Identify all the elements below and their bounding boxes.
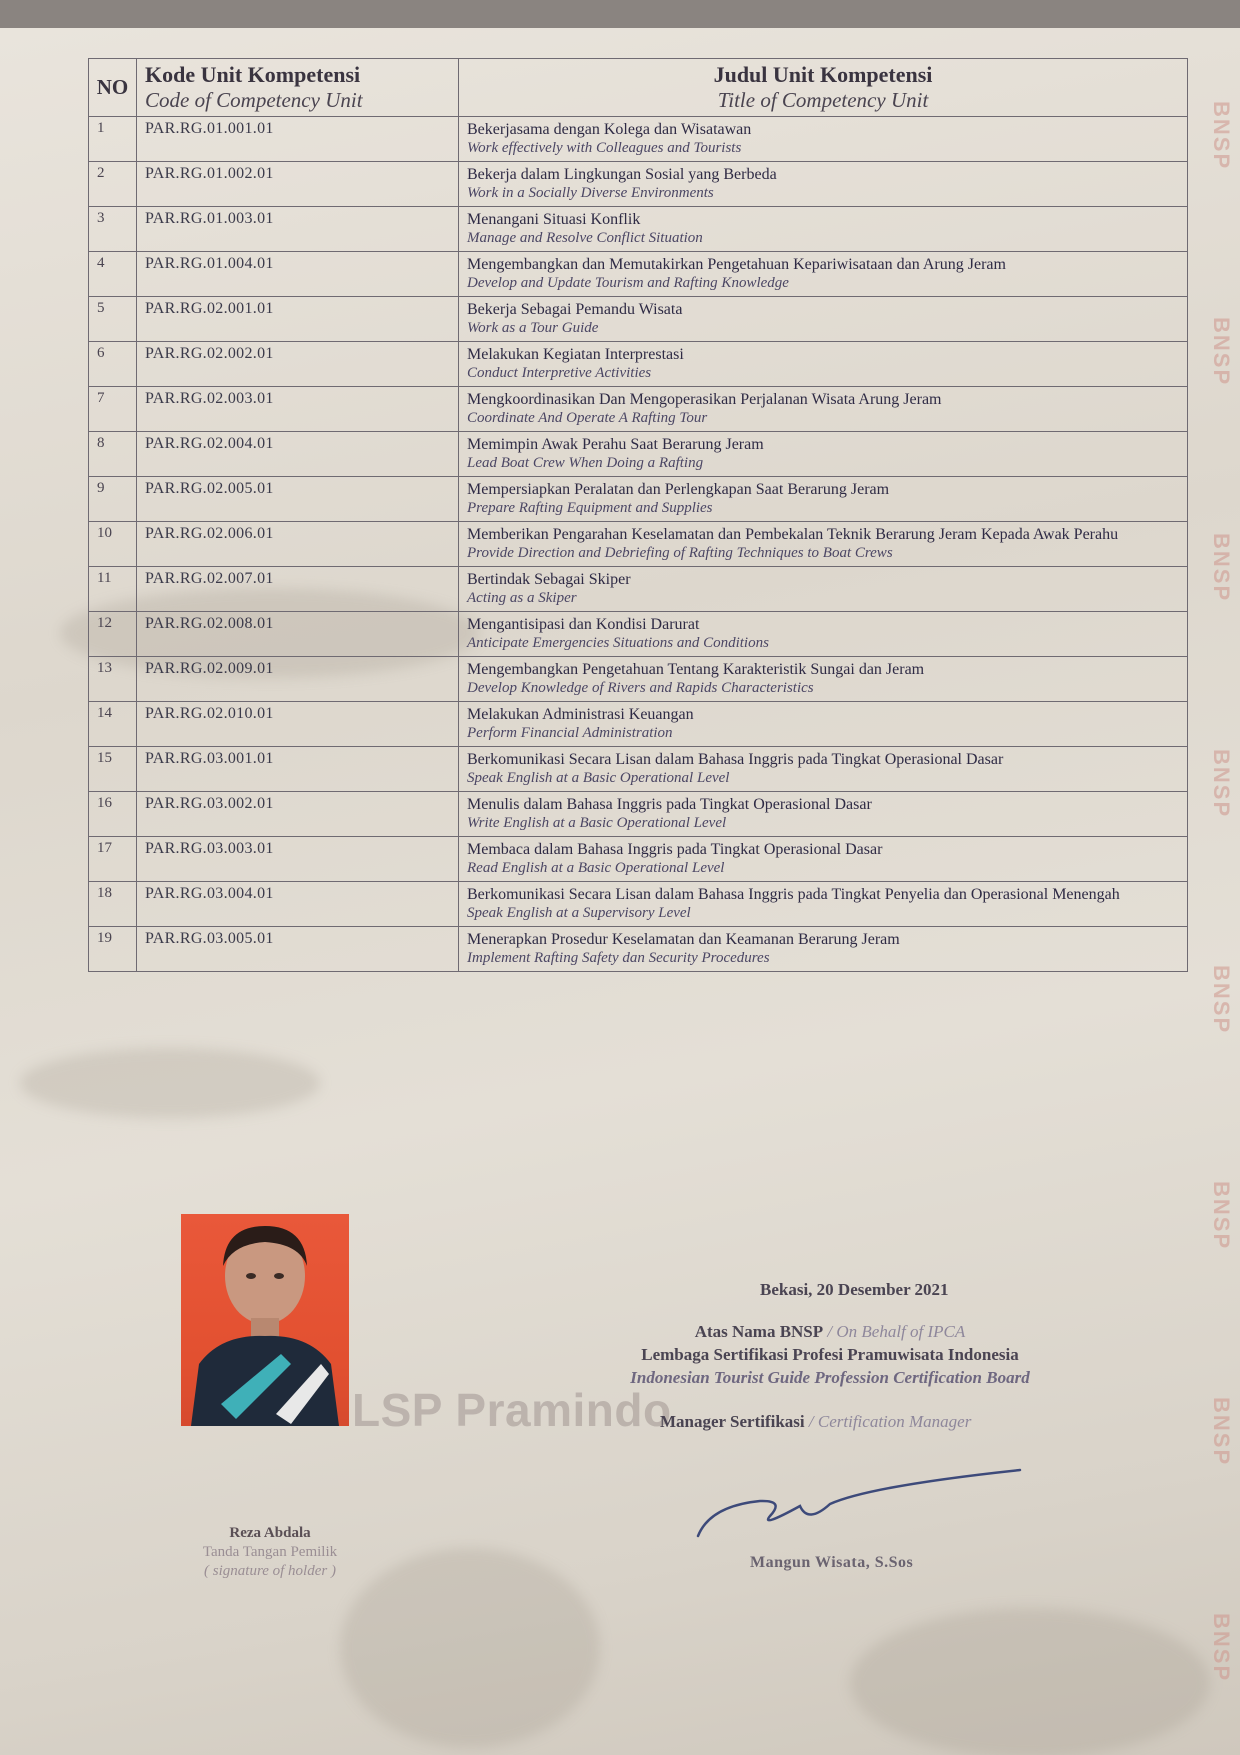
unit-code: PAR.RG.01.002.01 — [137, 162, 459, 207]
row-number: 1 — [89, 117, 137, 162]
unit-title-en: Speak English at a Supervisory Level — [467, 905, 691, 921]
unit-title — [459, 837, 1188, 882]
header-title-id: Judul Unit Kompetensi — [713, 62, 933, 87]
paper-stain — [850, 1608, 1210, 1755]
unit-title — [459, 567, 1188, 612]
table-row — [89, 342, 1188, 387]
holder-name: Reza Abdala — [229, 1525, 311, 1541]
holder-photo — [181, 1214, 349, 1426]
manager-title-en: / Certification Manager — [808, 1412, 972, 1431]
on-behalf-id: Atas Nama BNSP — [694, 1322, 824, 1341]
unit-title — [459, 657, 1188, 702]
table-row — [89, 522, 1188, 567]
unit-code: PAR.RG.01.001.01 — [137, 117, 459, 162]
signer-name: Mangun Wisata, S.Sos — [750, 1554, 914, 1571]
unit-title-id: Berkomunikasi Secara Lisan dalam Bahasa Inggris pada Tingkat Operasional Dasar — [467, 751, 1004, 768]
unit-code: PAR.RG.02.001.01 — [137, 297, 459, 342]
row-number: 11 — [89, 567, 137, 612]
row-number: 10 — [89, 522, 137, 567]
table-row — [89, 747, 1188, 792]
holder-signature-label-id: Tanda Tangan Pemilik — [202, 1544, 338, 1560]
row-number: 12 — [89, 612, 137, 657]
unit-title-en: Speak English at a Basic Operational Level — [467, 770, 730, 786]
unit-code: PAR.RG.03.003.01 — [137, 837, 459, 882]
paper-stain — [20, 1048, 320, 1118]
unit-title — [459, 792, 1188, 837]
table-row — [89, 297, 1188, 342]
unit-title — [459, 522, 1188, 567]
table-row — [89, 567, 1188, 612]
unit-code: PAR.RG.01.003.01 — [137, 207, 459, 252]
table-row — [89, 837, 1188, 882]
header-code-id: Kode Unit Kompetensi — [145, 62, 361, 87]
row-number: 13 — [89, 657, 137, 702]
unit-title-id: Mengkoordinasikan Dan Mengoperasikan Perjalanan Wisata Arung Jeram — [467, 391, 942, 408]
unit-title — [459, 612, 1188, 657]
issue-date: Bekasi, 20 Desember 2021 — [760, 1280, 949, 1299]
unit-title — [459, 882, 1188, 927]
row-number: 9 — [89, 477, 137, 522]
holder-signature-label-en: ( signature of holder ) — [204, 1563, 336, 1579]
header-title — [459, 59, 1188, 117]
unit-title-id: Menerapkan Prosedur Keselamatan dan Keamanan Berarung Jeram — [467, 931, 900, 948]
unit-title — [459, 297, 1188, 342]
unit-title — [459, 432, 1188, 477]
unit-title-id: Bertindak Sebagai Skiper — [467, 571, 631, 588]
unit-code: PAR.RG.02.010.01 — [137, 702, 459, 747]
bnsp-edge-watermark: BNSP BNSP BNSP BNSP BNSP BNSP BNSP BNSP — [1209, 101, 1234, 1682]
unit-code: PAR.RG.02.008.01 — [137, 612, 459, 657]
org-name-id: Lembaga Sertifikasi Profesi Pramuwisata Indonesia — [641, 1345, 1019, 1364]
unit-title-id: Bekerja Sebagai Pemandu Wisata — [467, 301, 683, 318]
unit-title-en: Acting as a Skiper — [467, 590, 577, 606]
competency-units-table — [88, 58, 1188, 972]
table-row — [89, 882, 1188, 927]
table-body — [89, 117, 1188, 972]
unit-title-id: Bekerja dalam Lingkungan Sosial yang Berbeda — [467, 166, 777, 183]
table-row — [89, 432, 1188, 477]
unit-title-id: Memimpin Awak Perahu Saat Berarung Jeram — [467, 436, 764, 453]
table-row — [89, 387, 1188, 432]
unit-code: PAR.RG.03.001.01 — [137, 747, 459, 792]
manager-title — [660, 1410, 1100, 1433]
row-number: 4 — [89, 252, 137, 297]
row-number: 18 — [89, 882, 137, 927]
lsp-pramindo-logo: LSP Pramindo — [352, 1384, 672, 1436]
unit-title — [459, 702, 1188, 747]
unit-title-en: Develop Knowledge of Rivers and Rapids Characteristics — [467, 680, 814, 696]
unit-title-en: Anticipate Emergencies Situations and Conditions — [467, 635, 769, 651]
manager-signature — [690, 1466, 1050, 1556]
row-number: 19 — [89, 927, 137, 972]
unit-code: PAR.RG.01.004.01 — [137, 252, 459, 297]
header-code-en: Code of Competency Unit — [145, 88, 363, 112]
unit-code: PAR.RG.03.005.01 — [137, 927, 459, 972]
unit-title-en: Work effectively with Colleagues and Tourists — [467, 140, 742, 156]
unit-title-id: Mempersiapkan Peralatan dan Perlengkapan Saat Berarung Jeram — [467, 481, 890, 498]
row-number: 3 — [89, 207, 137, 252]
on-behalf-line — [560, 1320, 1100, 1343]
header-code — [137, 59, 459, 117]
unit-title-en: Implement Rafting Safety dan Security Procedures — [467, 950, 770, 966]
unit-title-id: Menangani Situasi Konflik — [467, 211, 641, 228]
table-row — [89, 792, 1188, 837]
unit-title — [459, 162, 1188, 207]
unit-title-id: Membaca dalam Bahasa Inggris pada Tingkat Operasional Dasar — [467, 841, 883, 858]
table-row — [89, 657, 1188, 702]
unit-code: PAR.RG.02.009.01 — [137, 657, 459, 702]
unit-code: PAR.RG.02.006.01 — [137, 522, 459, 567]
row-number: 5 — [89, 297, 137, 342]
unit-title-id: Melakukan Kegiatan Interprestasi — [467, 346, 684, 363]
certificate-page — [0, 28, 1240, 1755]
manager-title-id: Manager Sertifikasi — [660, 1412, 805, 1431]
unit-code: PAR.RG.02.002.01 — [137, 342, 459, 387]
table-row — [89, 252, 1188, 297]
header-title-en: Title of Competency Unit — [717, 88, 929, 112]
row-number: 2 — [89, 162, 137, 207]
unit-code: PAR.RG.02.003.01 — [137, 387, 459, 432]
on-behalf-en: / On Behalf of IPCA — [827, 1322, 966, 1341]
unit-title-id: Mengembangkan dan Memutakirkan Pengetahuan Kepariwisataan dan Arung Jeram — [467, 256, 1006, 273]
unit-code: PAR.RG.02.007.01 — [137, 567, 459, 612]
row-number: 8 — [89, 432, 137, 477]
unit-title — [459, 387, 1188, 432]
unit-title-en: Prepare Rafting Equipment and Supplies — [467, 500, 713, 516]
row-number: 7 — [89, 387, 137, 432]
table-row — [89, 162, 1188, 207]
org-name-en: Indonesian Tourist Guide Profession Certification Board — [630, 1368, 1030, 1387]
unit-title-id: Memberikan Pengarahan Keselamatan dan Pembekalan Teknik Berarung Jeram Kepada Awak Perahu — [467, 526, 1119, 543]
table-row — [89, 117, 1188, 162]
table-header-row — [89, 59, 1188, 117]
unit-code: PAR.RG.03.002.01 — [137, 792, 459, 837]
unit-title — [459, 927, 1188, 972]
unit-title-en: Read English at a Basic Operational Level — [467, 860, 725, 876]
unit-code: PAR.RG.03.004.01 — [137, 882, 459, 927]
holder-signature-block — [150, 1524, 390, 1581]
unit-code: PAR.RG.02.005.01 — [137, 477, 459, 522]
unit-title-en: Develop and Update Tourism and Rafting Knowledge — [467, 275, 789, 291]
unit-title-id: Melakukan Administrasi Keuangan — [467, 706, 694, 723]
unit-title — [459, 252, 1188, 297]
row-number: 15 — [89, 747, 137, 792]
table-row — [89, 927, 1188, 972]
unit-title-en: Work in a Socially Diverse Environments — [467, 185, 714, 201]
unit-title-en: Lead Boat Crew When Doing a Rafting — [467, 455, 704, 471]
unit-title-id: Berkomunikasi Secara Lisan dalam Bahasa Inggris pada Tingkat Penyelia dan Operasional Menengah — [467, 886, 1120, 903]
unit-title — [459, 342, 1188, 387]
table-row — [89, 477, 1188, 522]
row-number: 14 — [89, 702, 137, 747]
row-number: 17 — [89, 837, 137, 882]
unit-title-id: Menulis dalam Bahasa Inggris pada Tingkat Operasional Dasar — [467, 796, 872, 813]
unit-code: PAR.RG.02.004.01 — [137, 432, 459, 477]
unit-title-id: Bekerjasama dengan Kolega dan Wisatawan — [467, 121, 752, 138]
unit-title — [459, 207, 1188, 252]
unit-title-en: Work as a Tour Guide — [467, 320, 599, 336]
row-number: 16 — [89, 792, 137, 837]
unit-title-en: Manage and Resolve Conflict Situation — [467, 230, 703, 246]
table-row — [89, 702, 1188, 747]
unit-title-en: Perform Financial Administration — [467, 725, 673, 741]
unit-title — [459, 477, 1188, 522]
unit-title — [459, 117, 1188, 162]
unit-title-en: Provide Direction and Debriefing of Rafting Techniques to Boat Crews — [467, 545, 893, 561]
unit-title-id: Mengantisipasi dan Kondisi Darurat — [467, 616, 700, 633]
unit-title — [459, 747, 1188, 792]
table-row — [89, 612, 1188, 657]
unit-title-id: Mengembangkan Pengetahuan Tentang Karakteristik Sungai dan Jeram — [467, 661, 925, 678]
table-row — [89, 207, 1188, 252]
unit-title-en: Coordinate And Operate A Rafting Tour — [467, 410, 708, 426]
unit-title-en: Write English at a Basic Operational Level — [467, 815, 727, 831]
row-number: 6 — [89, 342, 137, 387]
header-no: NO — [89, 59, 137, 117]
unit-title-en: Conduct Interpretive Activities — [467, 365, 652, 381]
